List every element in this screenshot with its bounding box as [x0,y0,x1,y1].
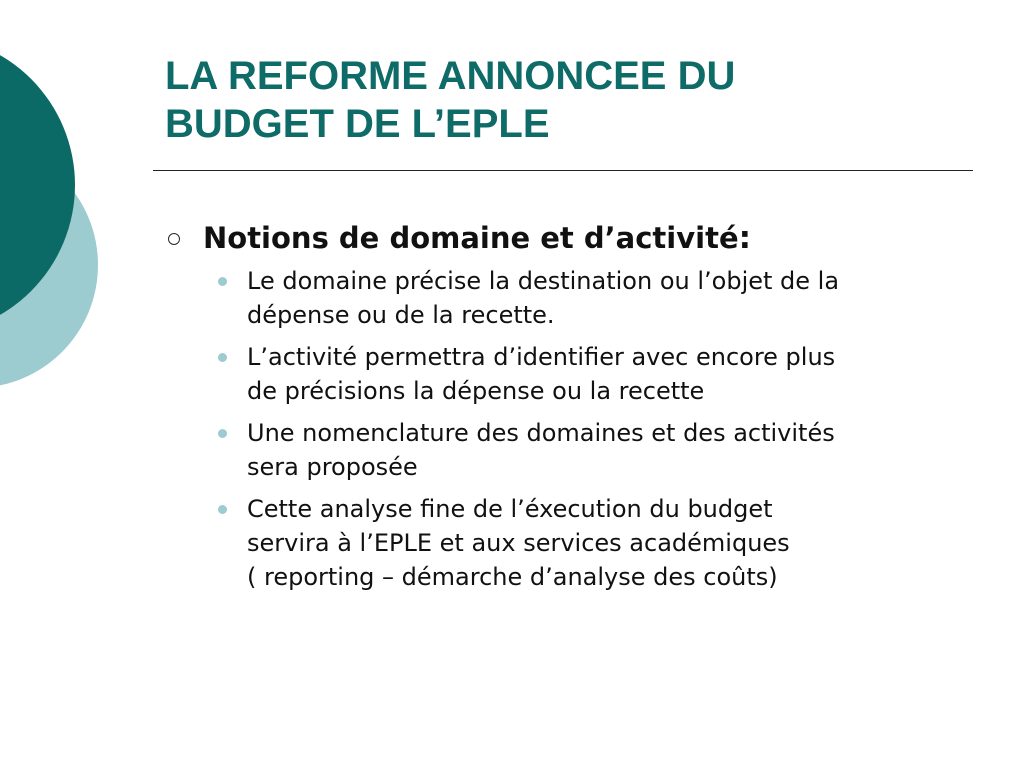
slide-title [165,52,985,148]
heading-bullet-item [165,216,965,260]
slide-body [165,216,965,602]
bullet-line: sera proposée [247,453,418,481]
filled-circle-bullet-icon [218,429,227,438]
bullet-line: Le domaine précise la destination ou l’objet de la [247,267,840,295]
sub-bullet-item [165,492,957,594]
heading-text: Notions de domaine et d’activité [203,221,739,255]
sub-bullet-list [165,264,965,594]
bullet-line: Une nomenclature des domaines et des activités [247,419,835,447]
decorative-circles [0,0,140,420]
filled-circle-bullet-icon [218,353,227,362]
title-line-1: LA REFORME ANNONCEE DU [165,54,736,98]
bullet-line: servira à l’EPLE et aux services académiques [247,529,790,557]
filled-circle-bullet-icon [218,505,227,514]
bullet-line: L’activité permettra d’identifier avec encore plus [247,343,836,371]
bullet-line: dépense ou de la recette. [247,301,555,329]
bullet-line: Cette analyse fine de l’éxecution du budget [247,495,773,523]
sub-bullet-item [165,340,957,408]
hollow-circle-bullet-icon [168,233,180,245]
title-line-2: BUDGET DE L’EPLE [165,102,550,146]
filled-circle-bullet-icon [218,277,227,286]
sub-bullet-item [165,416,957,484]
bullet-line: ( reporting – démarche d’analyse des coûts) [247,563,778,591]
bullet-line: de précisions la dépense ou la recette [247,377,705,405]
sub-bullet-item [165,264,957,332]
title-divider [153,170,973,171]
heading-colon: : [738,220,752,256]
